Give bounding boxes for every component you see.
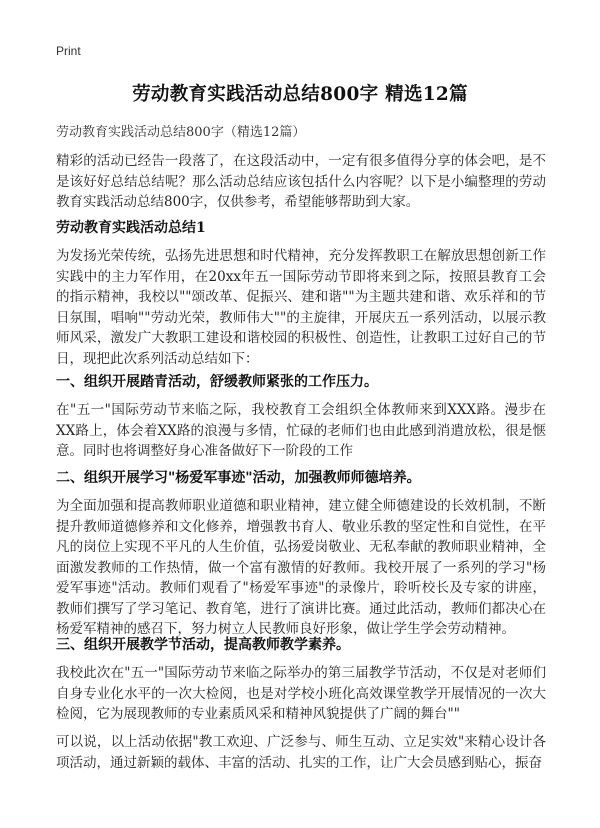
paragraph-1-block — [56, 246, 546, 369]
intro-paragraph: 精彩的活动已经告一段落了，在这段活动中，一定有很多值得分享的体会吧，是不是该好好总结总结呢？那么活动总结应该包括什么内容呢？以下是小编整理的劳动教育实践活动总结800字，仅供参考，希望能够帮助到大家。 — [56, 153, 546, 210]
paragraph-1: 为发扬光荣传统，弘扬先进思想和时代精神，充分发挥教职工在解放思想创新工作实践中的主力军作用，在20xx年五一国际劳动节即将来到之际，按照县教育工会的指示精神，我校以""颂改革、促振兴、建和谐""为主题共建和谐、欢乐祥和的节日氛围，唱响""劳动光荣，教师伟大""的主旋律，开展庆五一系列活动，以展示教师风采，激发广大教职工建设和谐校园的积极性、创造性，让教职工过好自己的节日，现把此次系列活动总结如下： — [56, 248, 546, 367]
article-heading-block — [56, 217, 546, 237]
section-3-text-block — [56, 663, 546, 725]
section-2-heading: 二、组织开展学习"杨爱军事迹"活动，加强教师师德培养。 — [56, 470, 421, 486]
section-3-heading-block — [56, 634, 546, 654]
section-2-text-block — [56, 496, 546, 640]
subtitle: 劳动教育实践活动总结800字（精选12篇） — [56, 125, 306, 140]
intro-paragraph-block — [56, 151, 546, 213]
print-link[interactable]: Print — [56, 44, 81, 58]
article-heading: 劳动教育实践活动总结1 — [56, 220, 206, 236]
section-2-heading-block — [56, 467, 546, 487]
page-title: 劳动教育实践活动总结800字 精选12篇 — [132, 84, 468, 105]
section-3-heading: 三、组织开展教学节活动，提高教师教学素养。 — [56, 637, 350, 653]
section-1-text-block — [56, 400, 546, 462]
section-1-text: 在"五一"国际劳动节来临之际，我校教育工会组织全体教师来到XXX路。漫步在XX路上，体会着XX路的浪漫与多情，忙碌的老师们也由此感到消遣放松，很是惬意。同时也将调整好身心准备做好下一阶段的工作 — [56, 402, 546, 459]
section-3-text: 我校此次在"五一"国际劳动节来临之际举办的第三届教学节活动，不仅是对老师们自身专业化水平的一次大检阅，也是对学校小班化高效课堂教学开展情况的一次大检阅，它为展现教师的专业素质风采和精神风貌提供了广阔的舞台"" — [56, 665, 546, 722]
section-1-heading: 一、组织开展踏青活动，舒缓教师紧张的工作压力。 — [56, 374, 378, 390]
section-1-heading-block — [56, 371, 546, 391]
section-2-text: 为全面加强和提高教师职业道德和职业精神，建立健全师德建设的长效机制，不断提升教师道德修养和文化修养，增强教书育人、敬业乐教的坚定性和自觉性，在平凡的岗位上实现不平凡的人生价值，弘扬爱岗敬业、无私奉献的教师职业精神，全面激发教师的工作热情，做一个富有激情的好教师。我校开展了一系列的学习"杨爱军事迹"活动。教师们观看了"杨爱军事迹"的录像片，聆听校长及专家的讲座，教师们撰写了学习笔记、教育笔，进行了演讲比赛。通过此活动，教师们都决心在杨爱军精神的感召下，努力树立人民教师良好形象，做让学生学会劳动精神。 — [56, 498, 546, 637]
section-3-text-continued: 可以说，以上活动依据"教工欢迎、广泛参与、师生互动、立足实效"来精心设计各项活动，通过新颖的载体、丰富的活动、扎实的工作，让广大会员感到贴心，振奋 — [56, 734, 546, 771]
section-3-text2-block — [56, 732, 546, 773]
